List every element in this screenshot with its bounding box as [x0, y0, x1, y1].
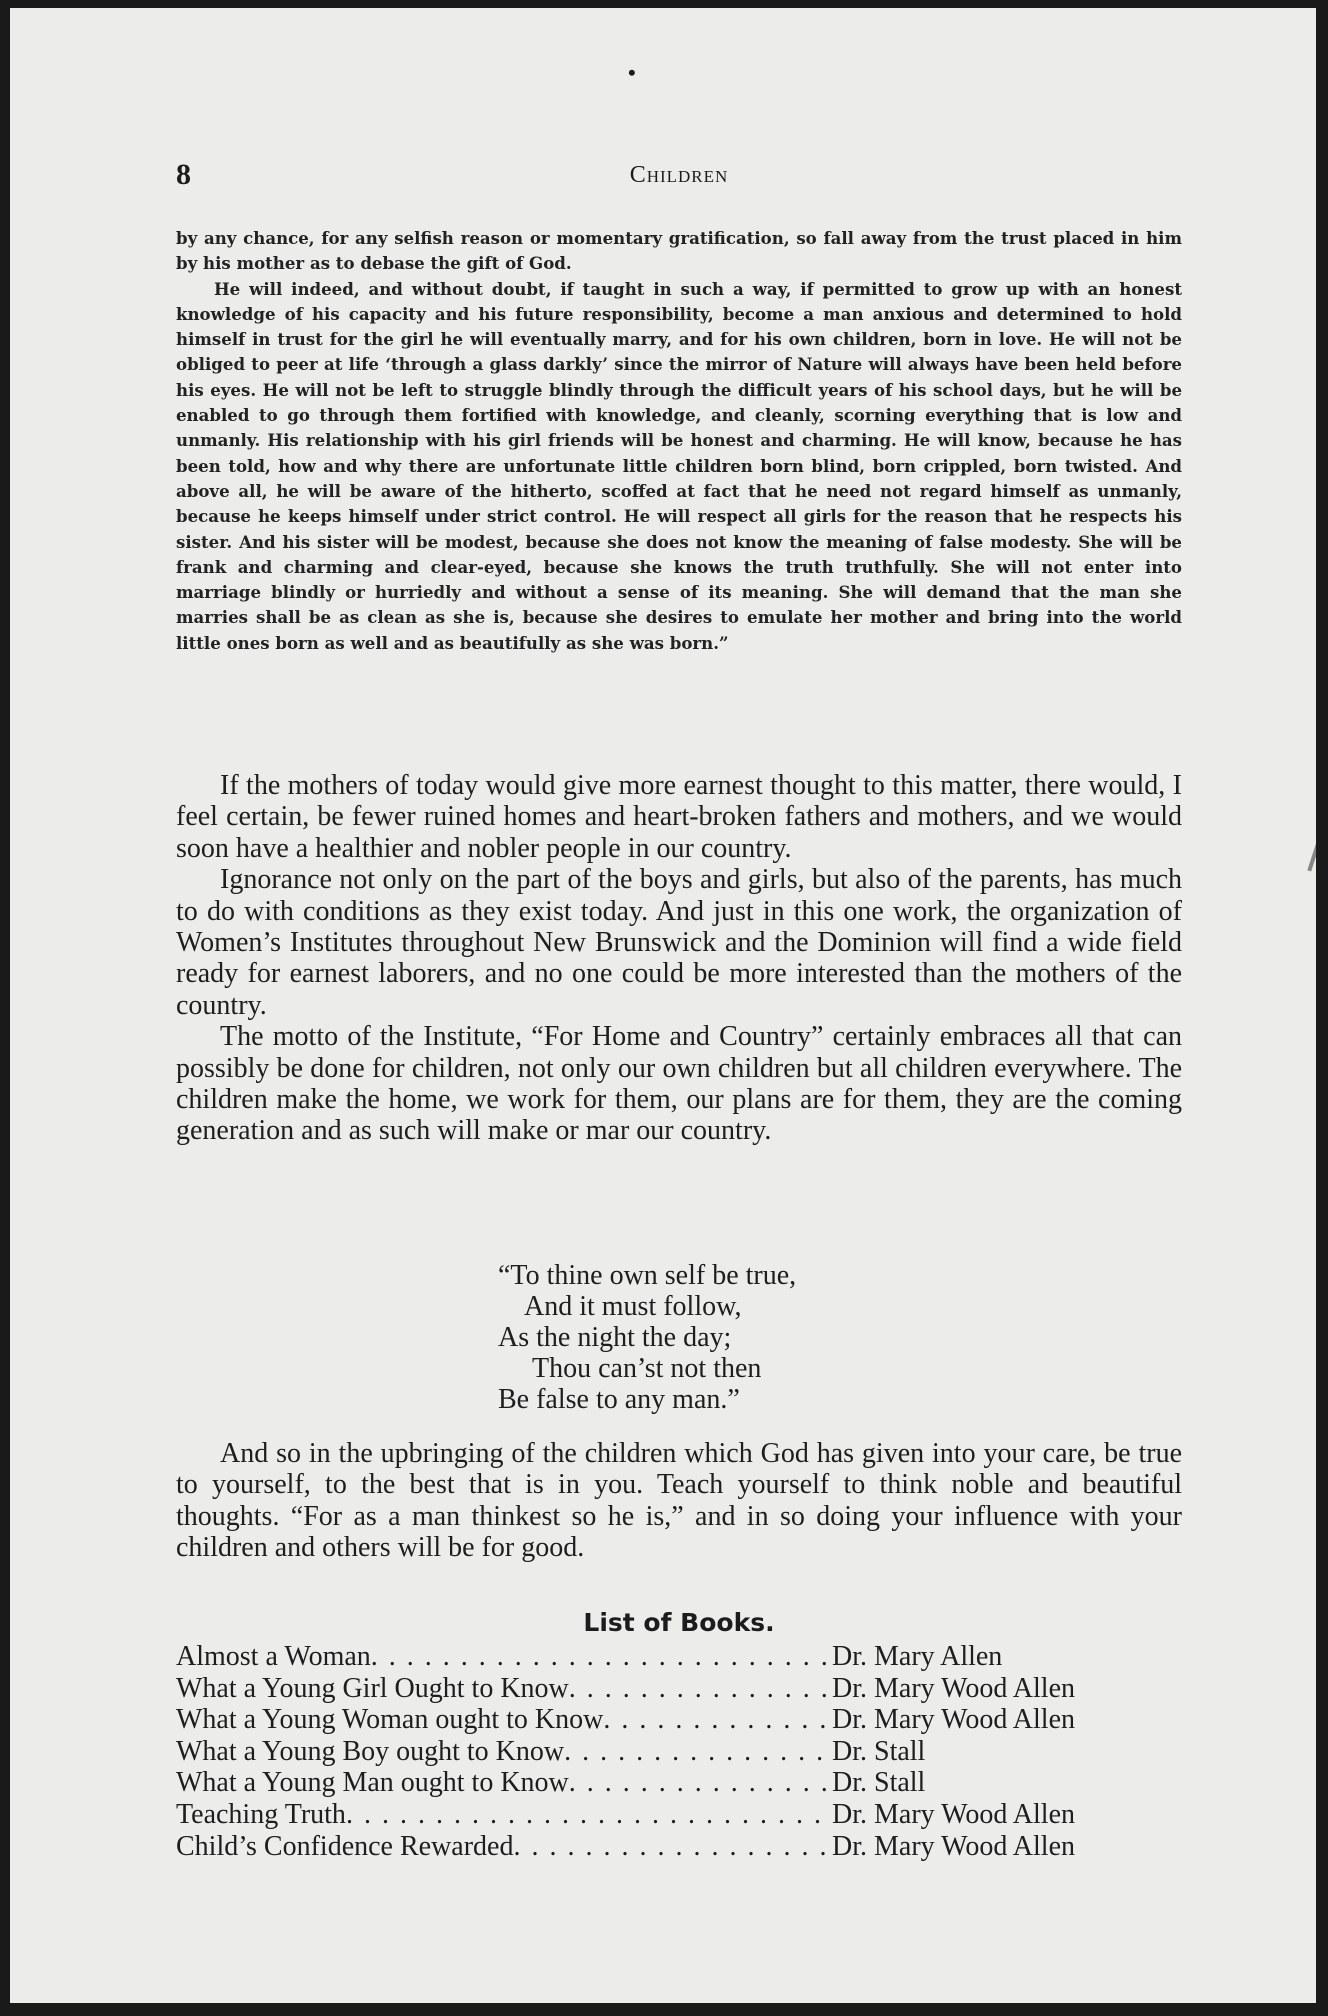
closing-text	[176, 1438, 1182, 1564]
book-list-item	[176, 1831, 1182, 1863]
body-text	[176, 770, 1182, 1147]
book-title: Child’s Confidence Rewarded	[176, 1830, 514, 1862]
book-title: What a Young Girl Ought to Know	[176, 1672, 569, 1704]
page-number: 8	[176, 158, 191, 191]
leader-dots	[569, 1673, 832, 1705]
book-author: Dr. Mary Allen	[832, 1641, 1003, 1672]
leader-dots	[564, 1736, 832, 1768]
page-header	[176, 158, 1182, 202]
poem-line: Thou can’st not then	[532, 1353, 762, 1384]
book-title: What a Young Boy ought to Know	[176, 1735, 565, 1767]
body-paragraph-1: If the mothers of today would give more earnest thought to this matter, there would, I feel certain, be fewer ruined homes and heart-broken fathers and mothers, and we would soon have a healthier and nobler people in our country.	[176, 770, 1182, 864]
leader-dots	[569, 1767, 832, 1799]
book-author: Dr. Mary Wood Allen	[832, 1798, 1075, 1830]
poem-line: And it must follow,	[524, 1291, 742, 1322]
leader-dots	[513, 1831, 832, 1863]
poem-quote	[498, 1260, 796, 1415]
book-list-item	[176, 1736, 1182, 1768]
leader-dots	[603, 1704, 832, 1736]
poem-line: “To thine own self be true,	[498, 1260, 797, 1291]
book-list-item	[176, 1673, 1182, 1705]
print-mark: •	[628, 60, 636, 85]
book-author: Dr. Stall	[832, 1767, 926, 1799]
body-paragraph-3: The motto of the Institute, “For Home and Country” certainly embraces all that can possibly be done for children, not only our own children but all children everywhere. The children make the home, we work for them, our plans are for them, they are the coming generation and as such will make or mar our country.	[176, 1021, 1182, 1147]
book-title: What a Young Man ought to Know	[176, 1767, 569, 1799]
book-author: Dr. Stall	[832, 1735, 926, 1767]
quoted-paragraph-1: by any chance, for any selfish reason or momentary gratification, so fall away from the trust placed in him by his mother as to debase the gift of God.	[176, 228, 1182, 274]
book-list	[176, 1641, 1182, 1862]
book-list-heading: List of Books.	[583, 1608, 775, 1637]
quoted-passage	[176, 226, 1182, 656]
book-title: What a Young Woman ought to Know	[176, 1704, 604, 1736]
book-title: Teaching Truth	[176, 1798, 346, 1830]
book-list-item	[176, 1704, 1182, 1736]
running-title: Children	[629, 162, 729, 188]
poem-line: As the night the day;	[498, 1322, 732, 1353]
leader-dots	[371, 1641, 832, 1673]
book-author: Dr. Mary Wood Allen	[832, 1830, 1075, 1862]
book-author: Dr. Mary Wood Allen	[832, 1704, 1075, 1736]
book-list-item	[176, 1799, 1182, 1831]
quoted-paragraph-2: He will indeed, and without doubt, if taught in such a way, if permitted to grow up with an honest knowledge of his capacity and his future responsibility, become a man anxious and determined to hold himself in trust for the girl he will eventually marry, and for his own children, born in love. He will not be obliged to peer at life ‘through a glass darkly’ since the mirror of Nature will always have been held before his eyes. He will not be left to struggle blindly through the difficult years of his school days, but he will be enabled to go through them fortified with knowledge, and cleanly, scorning everything that is low and unmanly. His relationship with his girl friends will be honest and charming. He will know, because he has been told, how and why there are unfortunate little children born blind, born crippled, born twisted. And above all, he will be aware of the hitherto, scoffed at fact that he need not regard himself as unmanly, because he keeps himself under strict control. He will respect all girls for the reason that he respects his sister. And his sister will be modest, because she does not know the meaning of false modesty. She will be frank and charming and clear-eyed, because she knows the truth truthfully. She will not enter into marriage blindly or hurriedly and without a sense of its meaning. She will demand that the man she marries shall be as clean as she is, because she desires to emulate her mother and bring into the world little ones born as well and as beautifully as she was born.”	[176, 278, 1182, 653]
book-list-item	[176, 1641, 1182, 1673]
leader-dots	[346, 1799, 832, 1831]
closing-paragraph: And so in the upbringing of the children which God has given into your care, be true to yourself, to the best that is in you. Teach yourself to think noble and beautiful thoughts. “For as a man thinkest so he is,” and in so doing your influence with your children and others will be for good.	[176, 1438, 1182, 1564]
book-list-item	[176, 1767, 1182, 1799]
body-paragraph-2: Ignorance not only on the part of the boys and girls, but also of the parents, has much to do with conditions as they exist today. And just in this one work, the organization of Women’s Institutes throughout New Brunswick and the Dominion will find a wide field ready for earnest laborers, and no one could be more interested than the mothers of the country.	[176, 864, 1182, 1021]
poem-line: Be false to any man.”	[498, 1384, 740, 1415]
book-title: Almost a Woman	[176, 1641, 371, 1672]
document-page	[10, 8, 1316, 2003]
book-author: Dr. Mary Wood Allen	[832, 1672, 1075, 1704]
margin-mark	[1307, 828, 1316, 871]
